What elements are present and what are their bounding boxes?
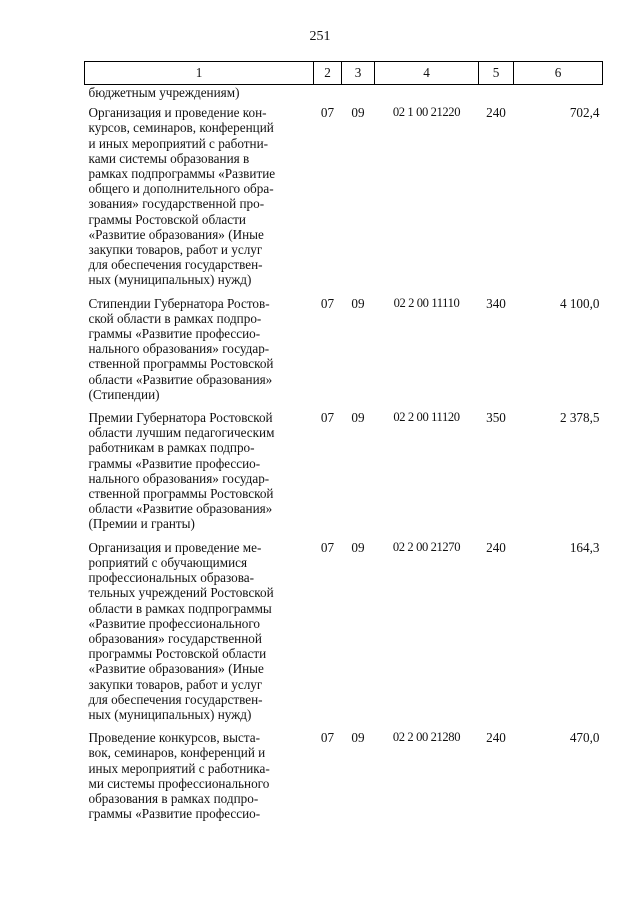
text-line: ми системы профессионального [88,775,270,791]
header-cell-target-article: 4 [375,62,479,85]
text-line: закупки товаров, работ и услуг [88,676,263,692]
text-line: работникам в рамках подпро- [88,440,255,456]
text-line: области лучшим педагогическим [88,425,275,441]
subsection-code: 09 [351,410,365,426]
section-code: 07 [320,539,335,555]
text-line: «Развитие профессионального [88,615,261,631]
subsection-code: 09 [351,295,365,311]
target-article-code: 02 2 00 21270 [392,539,461,554]
text-line: вок, семинаров, конференций и [88,745,266,761]
amount: 470,0 [569,730,600,746]
expense-type-code: 240 [486,730,506,746]
expense-type-code: 240 [486,105,506,121]
expense-name [85,540,314,730]
amount: 702,4 [569,105,600,121]
section-code: 07 [320,295,335,311]
text-line: Премии Губернатора Ростовской [88,410,273,426]
table-row [85,540,603,730]
expense-name [85,410,314,540]
subsection-code: 09 [351,539,365,555]
table-row [85,410,603,540]
text-line: нального образования» государ- [88,470,270,486]
expense-name [85,296,314,410]
subsection-code: 09 [351,730,365,746]
text-line: Организация и проведение кон- [88,105,267,121]
table-row [85,296,603,410]
header-cell-expense-type: 5 [479,62,514,85]
text-line: ственной программы Ростовской [88,356,274,372]
continuation-row [85,85,603,106]
text-line: ской области в рамках подпро- [88,310,262,326]
text-line: зования» государственной про- [88,196,265,212]
target-article-code: 02 2 00 21280 [392,730,461,745]
text-line: общего и дополнительного обра- [88,181,274,197]
text-line: рамках подпрограммы «Развитие [88,166,276,182]
text-line: нального образования» государ- [88,341,270,357]
text-line: области «Развитие образования» [88,501,273,517]
amount: 4 100,0 [559,295,600,311]
text-line: Организация и проведение ме- [88,539,262,555]
text-line: «Развитие образования» (Иные [88,661,264,677]
target-article-code: 02 2 00 11110 [393,295,460,310]
text-line: для обеспечения государствен- [88,257,263,273]
expense-name [85,730,314,829]
text-line: Проведение конкурсов, выста- [88,730,261,746]
target-article-code: 02 2 00 11120 [393,410,460,425]
expense-type-code: 240 [486,539,506,555]
expense-type-code: 350 [486,410,506,426]
header-cell-section: 2 [314,62,342,85]
text-line: программы Ростовской области [88,646,267,662]
text-line: образования» государственной [88,630,262,646]
text-line: граммы «Развитие профессио- [88,455,261,471]
section-code: 07 [320,730,335,746]
text-line: курсов, семинаров, конференций [88,120,274,136]
text-line: бюджетным учреждениям) [88,85,240,100]
expense-type-code: 340 [486,295,506,311]
text-line: ных (муниципальных) нужд) [88,272,252,288]
table-row [85,730,603,829]
expense-name [85,105,314,295]
text-line: ственной программы Ростовской [88,486,274,502]
text-line: для обеспечения государствен- [88,691,263,707]
budget-table [84,61,603,829]
text-line: образования в рамках подпро- [88,790,259,806]
subsection-code: 09 [351,105,365,121]
text-line: граммы «Развитие профессио- [88,806,261,822]
page-number: 251 [309,29,331,44]
amount: 164,3 [569,539,600,555]
continuation-text [85,85,314,106]
text-line: Стипендии Губернатора Ростов- [88,295,270,311]
header-row [85,62,603,85]
text-line: области в рамках подпрограммы [88,600,272,616]
target-article-code: 02 1 00 21220 [392,105,461,120]
text-line: граммы Ростовской области [88,211,246,227]
amount: 2 378,5 [559,410,600,426]
header-cell-subsection: 3 [342,62,375,85]
text-line: «Развитие образования» (Иные [88,226,264,242]
text-line: роприятий с обучающимися [88,554,248,570]
text-line: граммы «Развитие профессио- [88,326,261,342]
section-code: 07 [320,105,335,121]
text-line: профессиональных образова- [88,570,255,586]
header-cell-name: 1 [85,62,314,85]
text-line: закупки товаров, работ и услуг [88,242,263,258]
header-cell-amount: 6 [514,62,603,85]
section-code: 07 [320,410,335,426]
text-line: области «Развитие образования» [88,371,273,387]
text-line: (Стипендии) [88,386,160,402]
text-line: ками системы образования в [88,150,250,166]
text-line: тельных учреждений Ростовской [88,585,274,601]
text-line: ных (муниципальных) нужд) [88,706,252,722]
text-line: и иных мероприятий с работни- [88,135,269,151]
table-row [85,105,603,295]
text-line: (Премии и гранты) [88,516,195,532]
text-line: иных мероприятий с работника- [88,760,270,776]
